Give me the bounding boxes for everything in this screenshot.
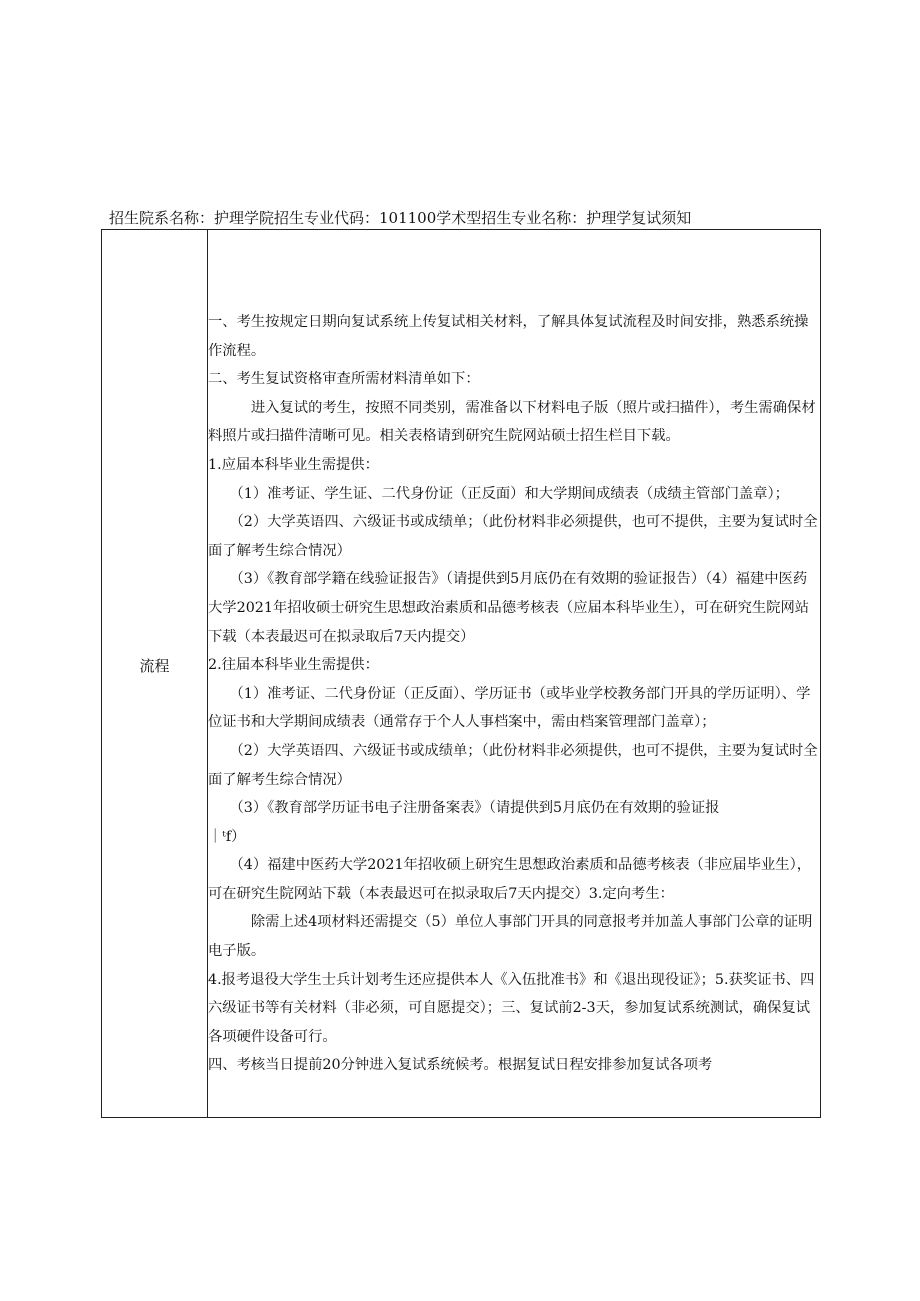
document-title: 招生院系名称：护理学院招生专业代码：101100学术型招生专业名称：护理学复试须知	[109, 209, 692, 227]
requirements-table	[101, 229, 821, 1118]
content-paragraph: （1）准考证、学生证、二代身份证（正反面）和大学期间成绩表（成绩主管部门盖章）；	[229, 485, 789, 502]
content-paragraph: 4.报考退役大学生士兵计划考生还应提供本人《入伍批准书》和《退出现役证》；5.获奖证书、四六级证书等有关材料（非必须，可自愿提交）；三、复试前2-3天，参加复试系统测试，确保复试各项硬件设备可行。	[208, 971, 815, 1045]
content-paragraph: （4）福建中医药大学2021年招收硕上研究生思想政治素质和品德考核表（非应届毕业生），可在研究生院网站下载（本表最迟可在拟录取后7天内提交）3.定向考生：	[208, 857, 812, 902]
content-paragraph: （2）大学英语四、六级证书或成绩单；（此份材料非必须提供，也可不提供，主要为复试时全面了解考生综合情况）	[208, 514, 818, 559]
row-label: 流程	[139, 657, 170, 675]
content-paragraph: 2.往届本科毕业生需提供：	[208, 657, 379, 674]
content-paragraph: （1）准考证、二代身份证（正反面）、学历证书（或毕业学校教务部门开具的学历证明）、学位证书和大学期间成绩表（通常存于个人人事档案中，需由档案管理部门盖章）；	[208, 685, 811, 731]
content-paragraph: （3）《教育部学历证书电子注册备案表》（请提供到5月底仍在有效期的验证报	[229, 800, 720, 817]
label-column	[102, 230, 208, 1117]
content-paragraph: （2）大学英语四、六级证书或成绩单；（此份材料非必须提供，也可不提供，主要为复试时全面了解考生综合情况）	[208, 742, 818, 788]
content-paragraph: ｜ᵗf）	[208, 828, 246, 845]
content-paragraph: 二、考生复试资格审查所需材料清单如下：	[208, 371, 480, 388]
content-paragraph: 进入复试的考生，按照不同类别，需准备以下材料电子版（照片或扫描件），考生需确保材料照片或扫描件清晰可见。相关表格请到研究生院网站硕士招生栏目下载。	[208, 399, 816, 445]
content-cell	[208, 308, 820, 1080]
content-paragraph: 除需上述4项材料还需提交（5）单位人事部门开具的同意报考并加盖人事部门公章的证明电子版。	[208, 914, 813, 960]
content-paragraph: （3）《教育部学籍在线验证报告》（请提供到5月底仍在有效期的验证报告）（4）福建中医药大学2021年招收硕士研究生思想政治素质和品德考核表（应届本科毕业生），可在研究生院网站下载（本表最迟可在拟录取后7天内提交）	[208, 571, 810, 645]
content-paragraph: 1.应届本科毕业生需提供：	[208, 456, 379, 473]
content-paragraph: 一、考生按规定日期向复试系统上传复试相关材料，了解具体复试流程及时间安排，熟悉系统操作流程。	[208, 314, 809, 359]
content-paragraph: 四、考核当日提前20分钟进入复试系统候考。根据复试日程安排参加复试各项考	[208, 1057, 713, 1074]
